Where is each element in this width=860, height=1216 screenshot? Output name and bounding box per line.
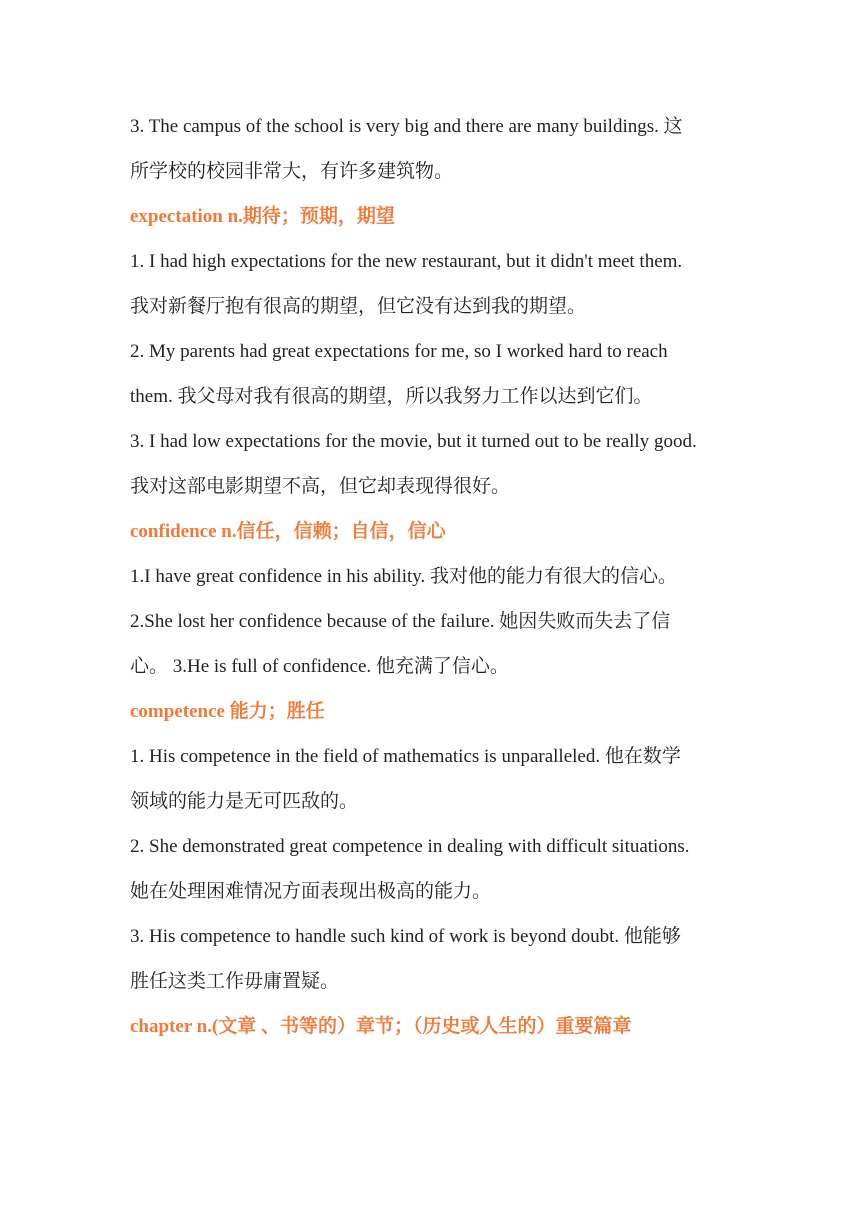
sentence-line: 2. She demonstrated great competence in dealing with difficult situations. [130,836,690,857]
sentence-line: 3. I had low expectations for the movie, but it turned out to be really good. [130,431,697,452]
document-page [130,104,742,1049]
translation-line: 她在处理困难情况方面表现出极高的能力。 [130,881,492,902]
sentence-line: them. 我父母对我有很高的期望，所以我努力工作以达到它们。 [130,386,653,407]
sentence-line: 3. The campus of the school is very big and there are many buildings. 这 [130,116,683,137]
vocab-heading-expectation: expectation n.期待；预期，期望 [130,206,395,227]
translation-line: 领域的能力是无可匹敌的。 [130,791,359,812]
vocab-heading-chapter: chapter n.(文章 、书等的）章节；（历史或人生的）重要篇章 [130,1016,632,1037]
sentence-line: 1. I had high expectations for the new restaurant, but it didn't meet them. [130,251,683,272]
sentence-line: 1.I have great confidence in his ability. 我对他的能力有很大的信心。 [130,566,678,587]
sentence-line: 1. His competence in the field of mathematics is unparalleled. 他在数学 [130,746,681,767]
vocab-heading-confidence: confidence n.信任，信赖；自信，信心 [130,521,446,542]
sentence-line: 心。 3.He is full of confidence. 他充满了信心。 [130,656,509,677]
vocab-heading-competence: competence 能力；胜任 [130,701,325,722]
translation-line: 所学校的校园非常大，有许多建筑物。 [130,161,454,182]
translation-line: 我对这部电影期望不高，但它却表现得很好。 [130,476,511,497]
sentence-line: 3. His competence to handle such kind of work is beyond doubt. 他能够 [130,926,681,947]
sentence-line: 2.She lost her confidence because of the failure. 她因失败而失去了信 [130,611,671,632]
sentence-line: 2. My parents had great expectations for me, so I worked hard to reach [130,341,668,362]
translation-line: 胜任这类工作毋庸置疑。 [130,971,340,992]
translation-line: 我对新餐厅抱有很高的期望，但它没有达到我的期望。 [130,296,587,317]
